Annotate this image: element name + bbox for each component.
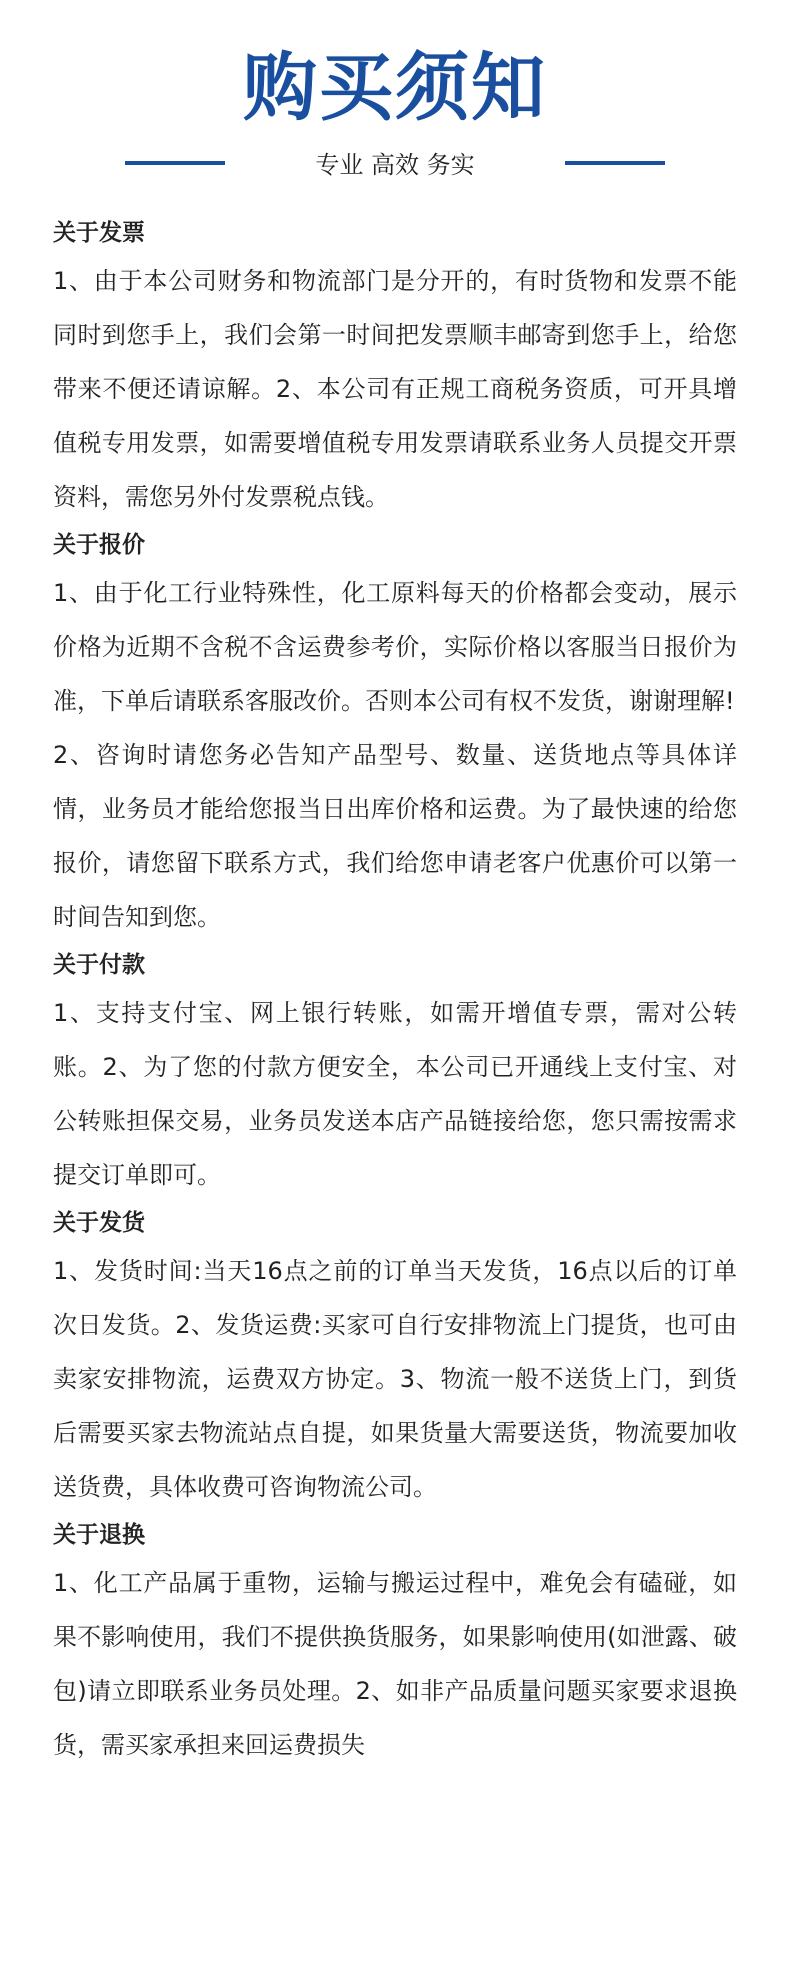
left-divider	[125, 161, 225, 165]
content	[53, 212, 737, 1772]
page-subtitle: 专业 高效 务实	[315, 151, 475, 180]
section-returns	[53, 1514, 737, 1772]
right-divider	[565, 161, 665, 165]
subtitle-row	[53, 145, 737, 180]
section-heading: 关于发货	[53, 1210, 145, 1237]
section-heading: 关于报价	[53, 532, 145, 559]
section-paragraph: 1、发货时间:当天16点之前的订单当天发货，16点以后的订单次日发货。2、发货运费:买家可自行安排物流上门提货，也可由卖家安排物流，运费双方协定。3、物流一般不送货上门，到货后需要买家去物流站点自提，如果货量大需要送货，物流要加收送货费，具体收费可咨询物流公司。	[53, 1257, 737, 1502]
section-heading: 关于退换	[53, 1522, 145, 1549]
page-title: 购买须知	[243, 45, 547, 131]
section-quotation	[53, 524, 737, 944]
header	[53, 0, 737, 180]
section-paragraph: 2、咨询时请您务必告知产品型号、数量、送货地点等具体详情，业务员才能给您报当日出库价格和运费。为了最快速的给您报价，请您留下联系方式，我们给您申请老客户优惠价可以第一时间告知到您。	[53, 741, 737, 932]
section-payment	[53, 944, 737, 1202]
section-heading: 关于付款	[53, 952, 145, 979]
section-shipping	[53, 1202, 737, 1514]
section-paragraph: 1、由于本公司财务和物流部门是分开的，有时货物和发票不能同时到您手上，我们会第一时间把发票顺丰邮寄到您手上，给您带来不便还请谅解。2、本公司有正规工商税务资质，可开具增值税专用发票，如需要增值税专用发票请联系业务人员提交开票资料，需您另外付发票税点钱。	[53, 267, 737, 512]
section-paragraph: 1、化工产品属于重物，运输与搬运过程中，难免会有磕碰，如果不影响使用，我们不提供换货服务，如果影响使用(如泄露、破包)请立即联系业务员处理。2、如非产品质量问题买家要求退换货，需买家承担来回运费损失	[53, 1569, 737, 1760]
section-paragraph: 1、由于化工行业特殊性，化工原料每天的价格都会变动，展示价格为近期不含税不含运费参考价，实际价格以客服当日报价为准，下单后请联系客服改价。否则本公司有权不发货，谢谢理解!	[53, 579, 737, 716]
section-paragraph: 1、支持支付宝、网上银行转账，如需开增值专票，需对公转账。2、为了您的付款方便安全，本公司已开通线上支付宝、对公转账担保交易，业务员发送本店产品链接给您，您只需按需求提交订单即可。	[53, 999, 737, 1190]
section-heading: 关于发票	[53, 220, 145, 247]
section-invoice	[53, 212, 737, 524]
